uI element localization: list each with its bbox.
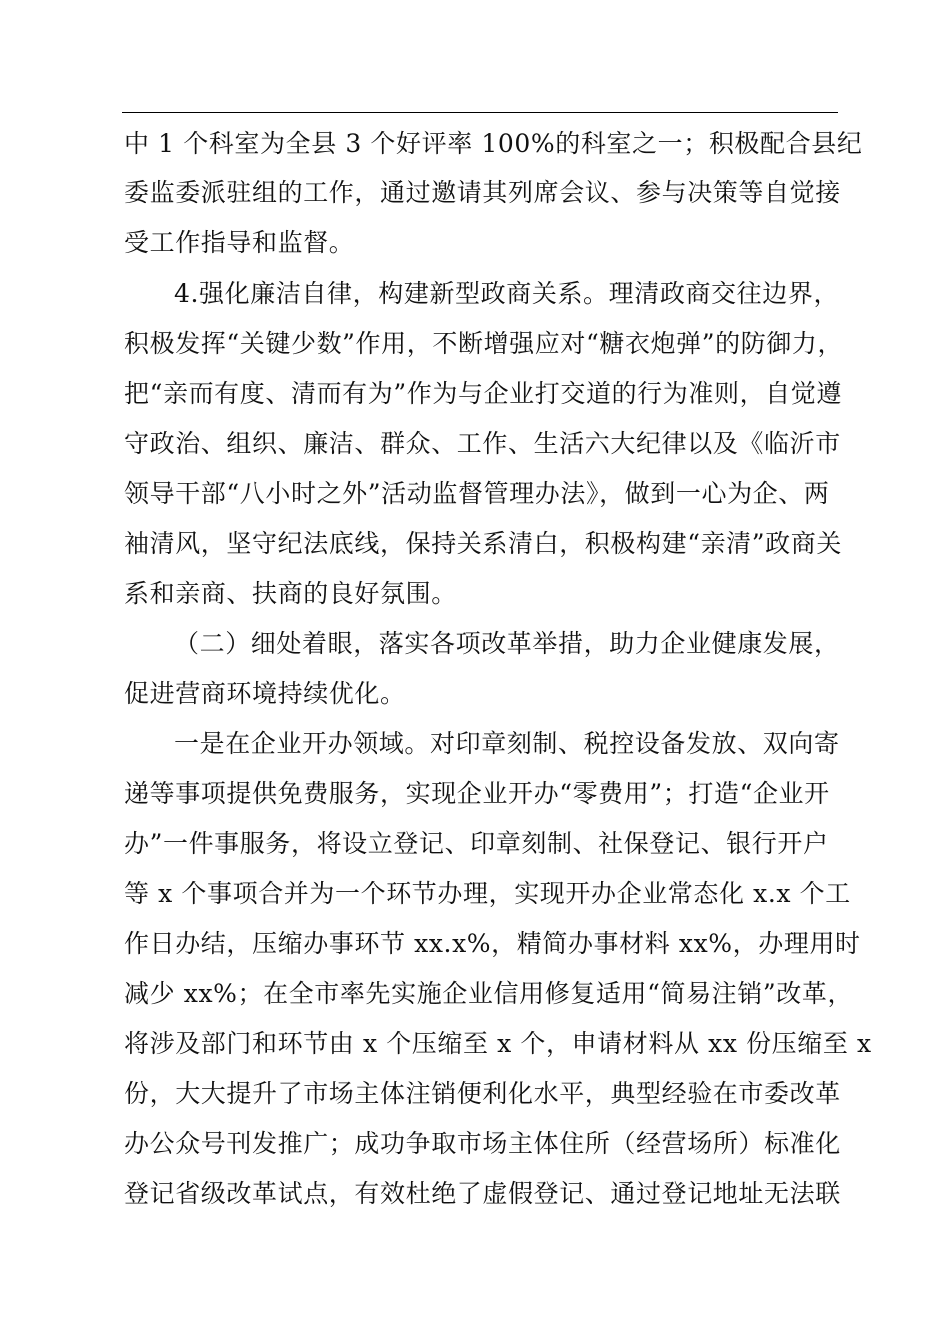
text-line: 把“亲而有度、清而有为”作为与企业打交道的行为准则，自觉遵 <box>124 379 842 408</box>
text-line: 份，大大提升了市场主体注销便利化水平，典型经验在市委改革 <box>124 1079 841 1108</box>
text-line: 办公众号刊发推广；成功争取市场主体住所（经营场所）标准化 <box>124 1129 841 1158</box>
text-line: 领导干部“八小时之外”活动监督管理办法》，做到一心为企、两 <box>124 479 830 508</box>
text-line: 系和亲商、扶商的良好氛围。 <box>124 579 457 608</box>
text-line: 受工作指导和监督。 <box>124 228 355 257</box>
text-line: 袖清风，坚守纪法底线，保持关系清白，积极构建“亲清”政商关 <box>124 529 842 558</box>
text-line: 积极发挥“关键少数”作用，不断增强应对“糖衣炮弹”的防御力， <box>124 329 844 358</box>
text-line: 守政治、组织、廉洁、群众、工作、生活六大纪律以及《临沂市 <box>124 429 841 458</box>
text-line: 等 x 个事项合并为一个环节办理，实现开办企业常态化 x.x 个工 <box>124 879 851 908</box>
text-line: 减少 xx%；在全市率先实施企业信用修复适用“简易注销”改革， <box>124 979 854 1008</box>
text-line: 办”一件事服务，将设立登记、印章刻制、社保登记、银行开户 <box>124 829 829 858</box>
text-line: 一是在企业开办领域。对印章刻制、税控设备发放、双向寄 <box>174 729 840 758</box>
text-line: （二）细处着眼，落实各项改革举措，助力企业健康发展， <box>174 629 840 658</box>
text-line: 委监委派驻组的工作，通过邀请其列席会议、参与决策等自觉接 <box>124 178 841 207</box>
text-line: 中 1 个科室为全县 3 个好评率 100%的科室之一；积极配合县纪 <box>124 129 863 158</box>
text-line: 4.强化廉洁自律，构建新型政商关系。理清政商交往边界， <box>174 279 840 308</box>
text-line: 作日办结，压缩办事环节 xx.x%，精简办事材料 xx%，办理用时 <box>124 929 861 958</box>
text-line: 将涉及部门和环节由 x 个压缩至 x 个，申请材料从 xx 份压缩至 x <box>124 1029 872 1058</box>
header-rule <box>122 112 838 113</box>
text-line: 促进营商环境持续优化。 <box>124 679 406 708</box>
text-line: 登记省级改革试点，有效杜绝了虚假登记、通过登记地址无法联 <box>124 1179 841 1208</box>
text-line: 递等事项提供免费服务，实现企业开办“零费用”；打造“企业开 <box>124 779 830 808</box>
